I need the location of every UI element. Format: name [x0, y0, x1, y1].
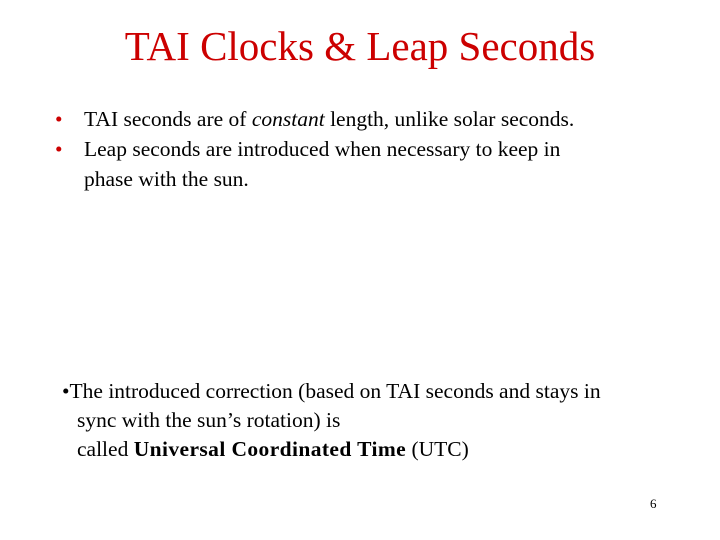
page-number: 6 — [650, 496, 657, 511]
bullet-list — [55, 104, 675, 194]
note-text: (UTC) — [406, 437, 469, 461]
note-text: called — [77, 437, 134, 461]
bullet-item-leap-seconds — [55, 134, 675, 194]
note-line: sync with the sun’s rotation) is — [77, 408, 341, 432]
bullet-emphasis: constant — [251, 107, 325, 131]
utc-term: Universal Coordinated Time — [133, 437, 407, 461]
bullet-marker: • — [55, 137, 63, 161]
note-line-utc — [62, 435, 692, 464]
bullet-text-line: phase with the sun. — [84, 167, 249, 191]
bullet-text-line: Leap seconds are introduced when necessary to keep in — [84, 137, 561, 161]
bullet-text: TAI seconds are of — [84, 107, 252, 131]
bullet-marker: • — [55, 107, 63, 131]
slide-title: TAI Clocks & Leap Seconds — [124, 23, 596, 69]
note-line: •The introduced correction (based on TAI seconds and stays in — [62, 379, 601, 403]
utc-note — [62, 377, 692, 464]
bullet-item-tai-seconds — [55, 104, 675, 134]
bullet-text: length, unlike solar seconds. — [324, 107, 575, 131]
